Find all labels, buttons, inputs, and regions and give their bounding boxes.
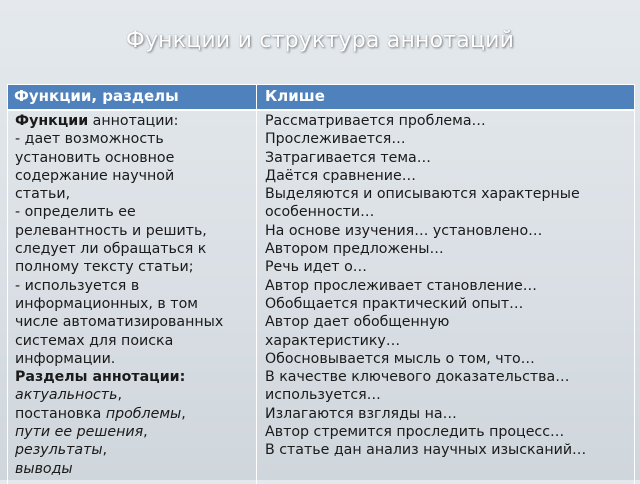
cliche-line: Автор прослеживает становление…	[265, 277, 537, 294]
functions-heading-line	[15, 112, 255, 130]
cliche-line: В качестве ключевого доказательства…	[265, 369, 570, 386]
functions-label-rest: аннотации:	[88, 113, 179, 129]
cliche-line: В статье дан анализ научных изысканий…	[265, 442, 587, 459]
functions-sections-cell	[15, 112, 255, 478]
section-solution-ways: пути ее решения	[15, 424, 144, 441]
cliche-line: характеристику…	[265, 332, 401, 349]
function-text-line: - определить ее	[15, 204, 136, 221]
section-problem: проблемы	[105, 405, 182, 422]
section-item	[15, 441, 255, 459]
cliche-line: На основе изучения… установлено…	[265, 222, 543, 239]
header-cliches: Клише	[265, 87, 325, 105]
function-text-line: - дает возможность	[15, 131, 164, 148]
function-text-line: числе автоматизированных	[15, 314, 224, 331]
section-results: результаты	[15, 442, 103, 459]
section-punct: ,	[181, 405, 186, 422]
cliche-line: Автор дает обобщенную	[265, 314, 450, 331]
section-punct: ,	[143, 424, 148, 441]
section-punct: ,	[117, 387, 122, 404]
section-item	[15, 405, 255, 423]
slide-title: Функции и структура аннотаций	[125, 28, 515, 53]
section-plain-text: постановка	[15, 405, 106, 422]
function-text-line: системах для поиска	[15, 332, 174, 349]
functions-table	[7, 84, 635, 484]
cliche-line: Речь идет о…	[265, 259, 367, 276]
cliche-line: Выделяются и описываются характерные	[265, 186, 580, 203]
function-text-line: следует ли обращаться к	[15, 241, 207, 258]
cliche-line: Рассматривается проблема…	[265, 113, 486, 129]
function-text-line: - используется в	[15, 277, 140, 294]
function-text-line: релевантность и решить,	[15, 222, 207, 239]
header-functions-sections: Функции, разделы	[14, 87, 179, 105]
cliche-line: Автором предложены…	[265, 241, 444, 258]
function-text-line: информации.	[15, 350, 116, 367]
function-text-line: полному тексту статьи;	[15, 259, 194, 276]
section-relevance: актуальность	[15, 387, 118, 404]
function-text-line: статьи,	[15, 186, 71, 203]
cliche-line: особенности…	[265, 204, 375, 221]
cliche-line: Затрагивается тема…	[265, 149, 431, 166]
section-item	[15, 386, 255, 404]
functions-label: Функции	[15, 113, 89, 129]
column-divider	[256, 84, 257, 484]
cliche-line: Обосновывается мысль о том, что…	[265, 350, 535, 367]
section-item	[15, 460, 255, 478]
cliche-line: Обобщается практический опыт…	[265, 295, 524, 312]
section-punct: ,	[102, 442, 108, 459]
section-item	[15, 423, 255, 441]
sections-heading: Разделы аннотации:	[15, 369, 186, 386]
function-text-line: информационных, в том	[15, 295, 198, 312]
cliche-line: Автор стремится проследить процесс…	[265, 424, 565, 441]
cliche-line: используется…	[265, 387, 381, 404]
cliche-line: Прослеживается…	[265, 131, 406, 148]
function-text-line: установить основное	[15, 149, 175, 166]
function-text-line: содержание научной	[15, 167, 175, 184]
cliche-line: Излагаются взгляды на…	[265, 405, 457, 422]
table-header-row	[8, 84, 634, 111]
cliche-line: Даётся сравнение…	[265, 167, 416, 184]
cliches-cell	[265, 112, 631, 460]
section-conclusions: выводы	[15, 460, 73, 477]
